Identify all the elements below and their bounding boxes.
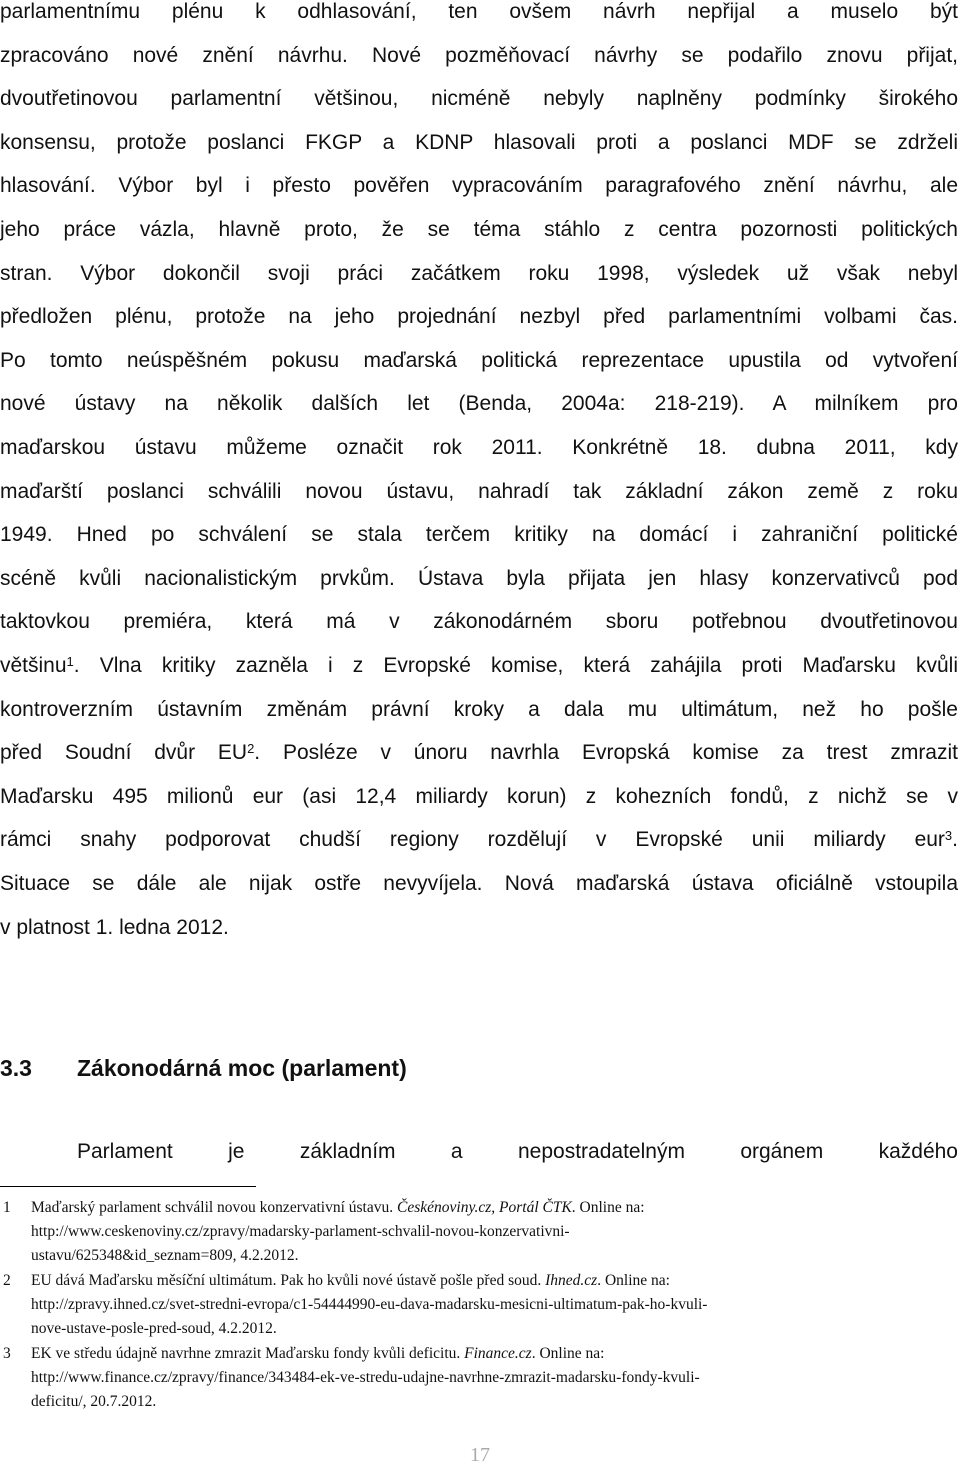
footnote-reference[interactable]: 2 xyxy=(247,741,255,757)
footnote-text: http://www.ceskenoviny.cz/zpravy/madarsky-parlament-schvalil-novou-konzervativni- xyxy=(31,1223,570,1240)
footnote-source: Ihned.cz xyxy=(545,1272,598,1289)
body-text-line: 1949. Hned po schválení se stala terčem kritiky na domácí i zahraniční politické xyxy=(0,523,958,547)
body-text-segment: většinu xyxy=(0,654,67,677)
body-text-line: Maďarsku 495 milionů eur (asi 12,4 miliardy korun) z kohezních fondů, z nichž se v xyxy=(0,784,958,808)
body-text-line: konsensu, protože poslanci FKGP a KDNP hlasovali proti a poslanci MDF se zdrželi xyxy=(0,130,958,154)
footnote xyxy=(0,1269,958,1341)
body-text-line: nové ústavy na několik dalších let (Benda, 2004a: 218-219). A milníkem pro xyxy=(0,392,958,416)
body-text-line xyxy=(0,731,958,775)
page-number: 17 xyxy=(470,1444,490,1466)
body-text-line: kontroverzním ústavním změnám právní kroky a dala mu ultimátum, než ho pošle xyxy=(0,697,958,721)
section-intro-line: Parlament je základním a nepostradatelným orgánem každého xyxy=(77,1140,958,1163)
footnote-text: nove-ustave-posle-pred-soud, 4.2.2012. xyxy=(31,1320,277,1337)
footnote-line xyxy=(0,1390,958,1414)
footnote-line xyxy=(0,1342,958,1366)
footnote-line xyxy=(0,1293,958,1317)
footnote-text: . Online na: xyxy=(597,1272,670,1289)
footnote-text: EU dává Maďarsku měsíční ultimátum. Pak ho kvůli nové ústavě pošle před soud. xyxy=(31,1272,546,1289)
footnote-source: Českénoviny.cz, Portál ČTK xyxy=(397,1199,572,1216)
footnote-text: deficitu/, 20.7.2012. xyxy=(31,1393,157,1410)
body-text-line: parlamentnímu plénu k odhlasování, ten ovšem návrh nepřijal a muselo být xyxy=(0,0,958,23)
body-text-segment: . xyxy=(952,828,958,852)
body-text-line xyxy=(0,818,958,862)
footnote-line xyxy=(0,1366,958,1390)
footnote-line xyxy=(0,1317,958,1341)
body-text-line: Po tomto neúspěšném pokusu maďarská politická reprezentace upustila od vytvoření xyxy=(0,348,958,372)
footnote-text: http://zpravy.ihned.cz/svet-stredni-evropa/c1-54444990-eu-dava-madarsku-mesicni-ultimatum-pak-ho-kvuli- xyxy=(31,1296,708,1313)
body-text-segment: před Soudní dvůr EU xyxy=(0,741,248,765)
footnote xyxy=(0,1196,958,1268)
body-text-segment: . Vlna kritiky zazněla i z Evropské komise, která zahájila proti Maďarsku kvůli xyxy=(73,654,958,677)
body-text-segment: rámci snahy podporovat chudší regiony rozdělují v Evropské unii miliardy eur xyxy=(0,828,945,852)
body-text-line: maďarští poslanci schválili novou ústavu, nahradí tak základní zákon země z roku xyxy=(0,479,958,503)
footnote-line xyxy=(0,1244,958,1268)
footnote-text: http://www.finance.cz/zpravy/finance/343484-ek-ve-stredu-udajne-navrhne-zmrazit-madarsku-fondy-kvuli- xyxy=(31,1369,700,1386)
body-text-segment: . Posléze v únoru navrhla Evropská komise za trest zmrazit xyxy=(254,741,958,765)
footnote-text: EK ve středu údajně navrhne zmrazit Maďarsku fondy kvůli deficitu. xyxy=(31,1345,465,1362)
body-text-line: maďarskou ústavu můžeme označit rok 2011. Konkrétně 18. dubna 2011, kdy xyxy=(0,436,958,459)
body-text-line: předložen plénu, protože na jeho projednání nezbyl před parlamentními volbami čas. xyxy=(0,305,958,329)
body-text-line: scéně kvůli nacionalistickým prvkům. Ústava byla přijata jen hlasy konzervativců pod xyxy=(0,566,958,590)
body-text-line: Situace se dále ale nijak ostře nevyvíjela. Nová maďarská ústava oficiálně vstoupila xyxy=(0,872,958,895)
footnote-line xyxy=(0,1196,958,1220)
footnote-text: Maďarský parlament schválil novou konzervativní ústavu. xyxy=(31,1199,397,1216)
footnote xyxy=(0,1342,958,1414)
body-text-line: taktovkou premiéra, která má v zákonodárném sboru potřebnou dvoutřetinovou xyxy=(0,610,958,634)
body-text-line: zpracováno nové znění návrhu. Nové pozměňovací návrhy se podařilo znovu přijat, xyxy=(0,43,958,67)
footnote-text: . Online na: xyxy=(571,1199,645,1216)
body-text-line: v platnost 1. ledna 2012. xyxy=(0,915,229,939)
footnote-number: 1 xyxy=(3,1199,11,1216)
footnote-separator xyxy=(0,1186,256,1187)
footnote-reference[interactable]: 1 xyxy=(66,654,74,669)
footnote-line xyxy=(0,1220,958,1244)
footnote-reference[interactable]: 3 xyxy=(944,828,953,844)
body-text-line: jeho práce vázla, hlavně proto, že se téma stáhlo z centra pozornosti politických xyxy=(0,218,958,241)
body-text-line: stran. Výbor dokončil svoji práci začátkem roku 1998, výsledek už však nebyl xyxy=(0,261,958,285)
section-number: 3.3 xyxy=(0,1055,32,1081)
body-text-line: dvoutřetinovou parlamentní většinou, nicméně nebyly naplněny podmínky širokého xyxy=(0,87,958,111)
footnote-number: 2 xyxy=(3,1272,11,1289)
footnote-line xyxy=(0,1269,958,1293)
section-heading xyxy=(0,1046,407,1090)
footnote-source: Finance.cz xyxy=(464,1345,532,1362)
footnote-number: 3 xyxy=(3,1345,11,1362)
section-title: Zákonodárná moc (parlament) xyxy=(77,1055,407,1081)
body-text-line xyxy=(0,644,958,688)
footnote-text: . Online na: xyxy=(531,1345,605,1362)
footnote-text: ustavu/625348&id_seznam=809, 4.2.2012. xyxy=(31,1247,299,1264)
body-text-line: hlasování. Výbor byl i přesto pověřen vypracováním paragrafového znění návrhu, ale xyxy=(0,174,958,198)
